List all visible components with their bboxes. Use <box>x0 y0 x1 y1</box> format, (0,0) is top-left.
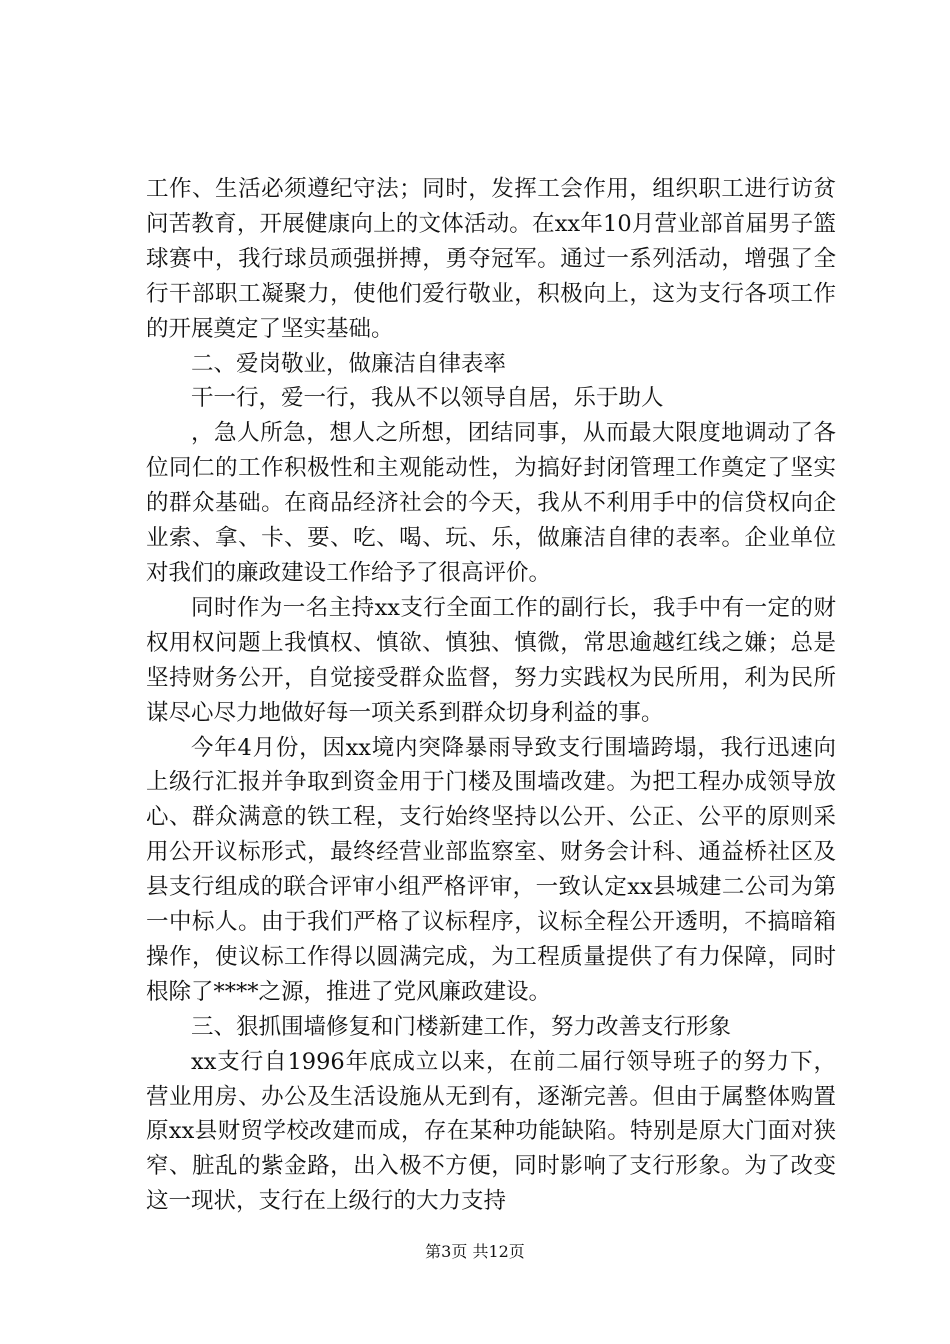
paragraph-6: xx支行自1996年底成立以来，在前二届行领导班子的努力下，营业用房、办公及生活设施从无到有，逐渐完善。但由于属整体购置原xx县财贸学校改建而成，存在某种功能缺陷。特别是原大门面对狭窄、脏乱的紫金路，出入极不方便，同时影响了支行形象。为了改变这一现状，支行在上级行的大力支持 <box>146 1048 836 1215</box>
paragraph-5: 今年4月份，因xx境内突降暴雨导致支行围墙跨塌，我行迅速向上级行汇报并争取到资金用于门楼及围墙改建。为把工程办成领导放心、群众满意的铁工程，支行始终坚持以公开、公正、公平的原则采用公开议标形式，最终经营业部监察室、财务会计科、通益桥社区及县支行组成的联合评审小组严格评审，一致认定xx县城建二公司为第一中标人。由于我们严格了议标程序，议标全程公开透明，不搞暗箱操作，使议标工作得以圆满完成，为工程质量提供了有力保障，同时根除了****之源，推进了党风廉政建设。 <box>146 734 836 1005</box>
section-heading-2: 二、爱岗敬业，做廉洁自律表率 <box>191 350 507 377</box>
page-number-footer: 第3页 共12页 <box>425 1242 525 1261</box>
paragraph-2: 干一行，爱一行，我从不以领导自居，乐于助人 <box>191 385 664 412</box>
paragraph-4: 同时作为一名主持xx支行全面工作的副行长，我手中有一定的财权用权问题上我慎权、慎欲、慎独、慎微，常思逾越红线之嫌；总是坚持财务公开，自觉接受群众监督，努力实践权为民所用，利为民所谋尽心尽力地做好每一项关系到群众切身利益的事。 <box>146 594 836 726</box>
document-body <box>146 172 836 1219</box>
paragraph-3: ，急人所急，想人之所想，团结同事，从而最大限度地调动了各位同仁的工作积极性和主观能动性，为搞好封闭管理工作奠定了坚实的群众基础。在商品经济社会的今天，我从不利用手中的信贷权向企业索、拿、卡、要、吃、喝、玩、乐，做廉洁自律的表率。企业单位对我们的廉政建设工作给予了很高评价。 <box>146 420 836 586</box>
paragraph-1: 工作、生活必须遵纪守法；同时，发挥工会作用，组织职工进行访贫问苦教育，开展健康向上的文体活动。在xx年10月营业部首届男子篮球赛中，我行球员顽强拼搏，勇夺冠军。通过一系列活动，增强了全行干部职工凝聚力，使他们爱行敬业，积极向上，这为支行各项工作的开展奠定了坚实基础。 <box>146 176 836 342</box>
section-heading-3: 三、狠抓围墙修复和门楼新建工作，努力改善支行形象 <box>191 1013 732 1040</box>
